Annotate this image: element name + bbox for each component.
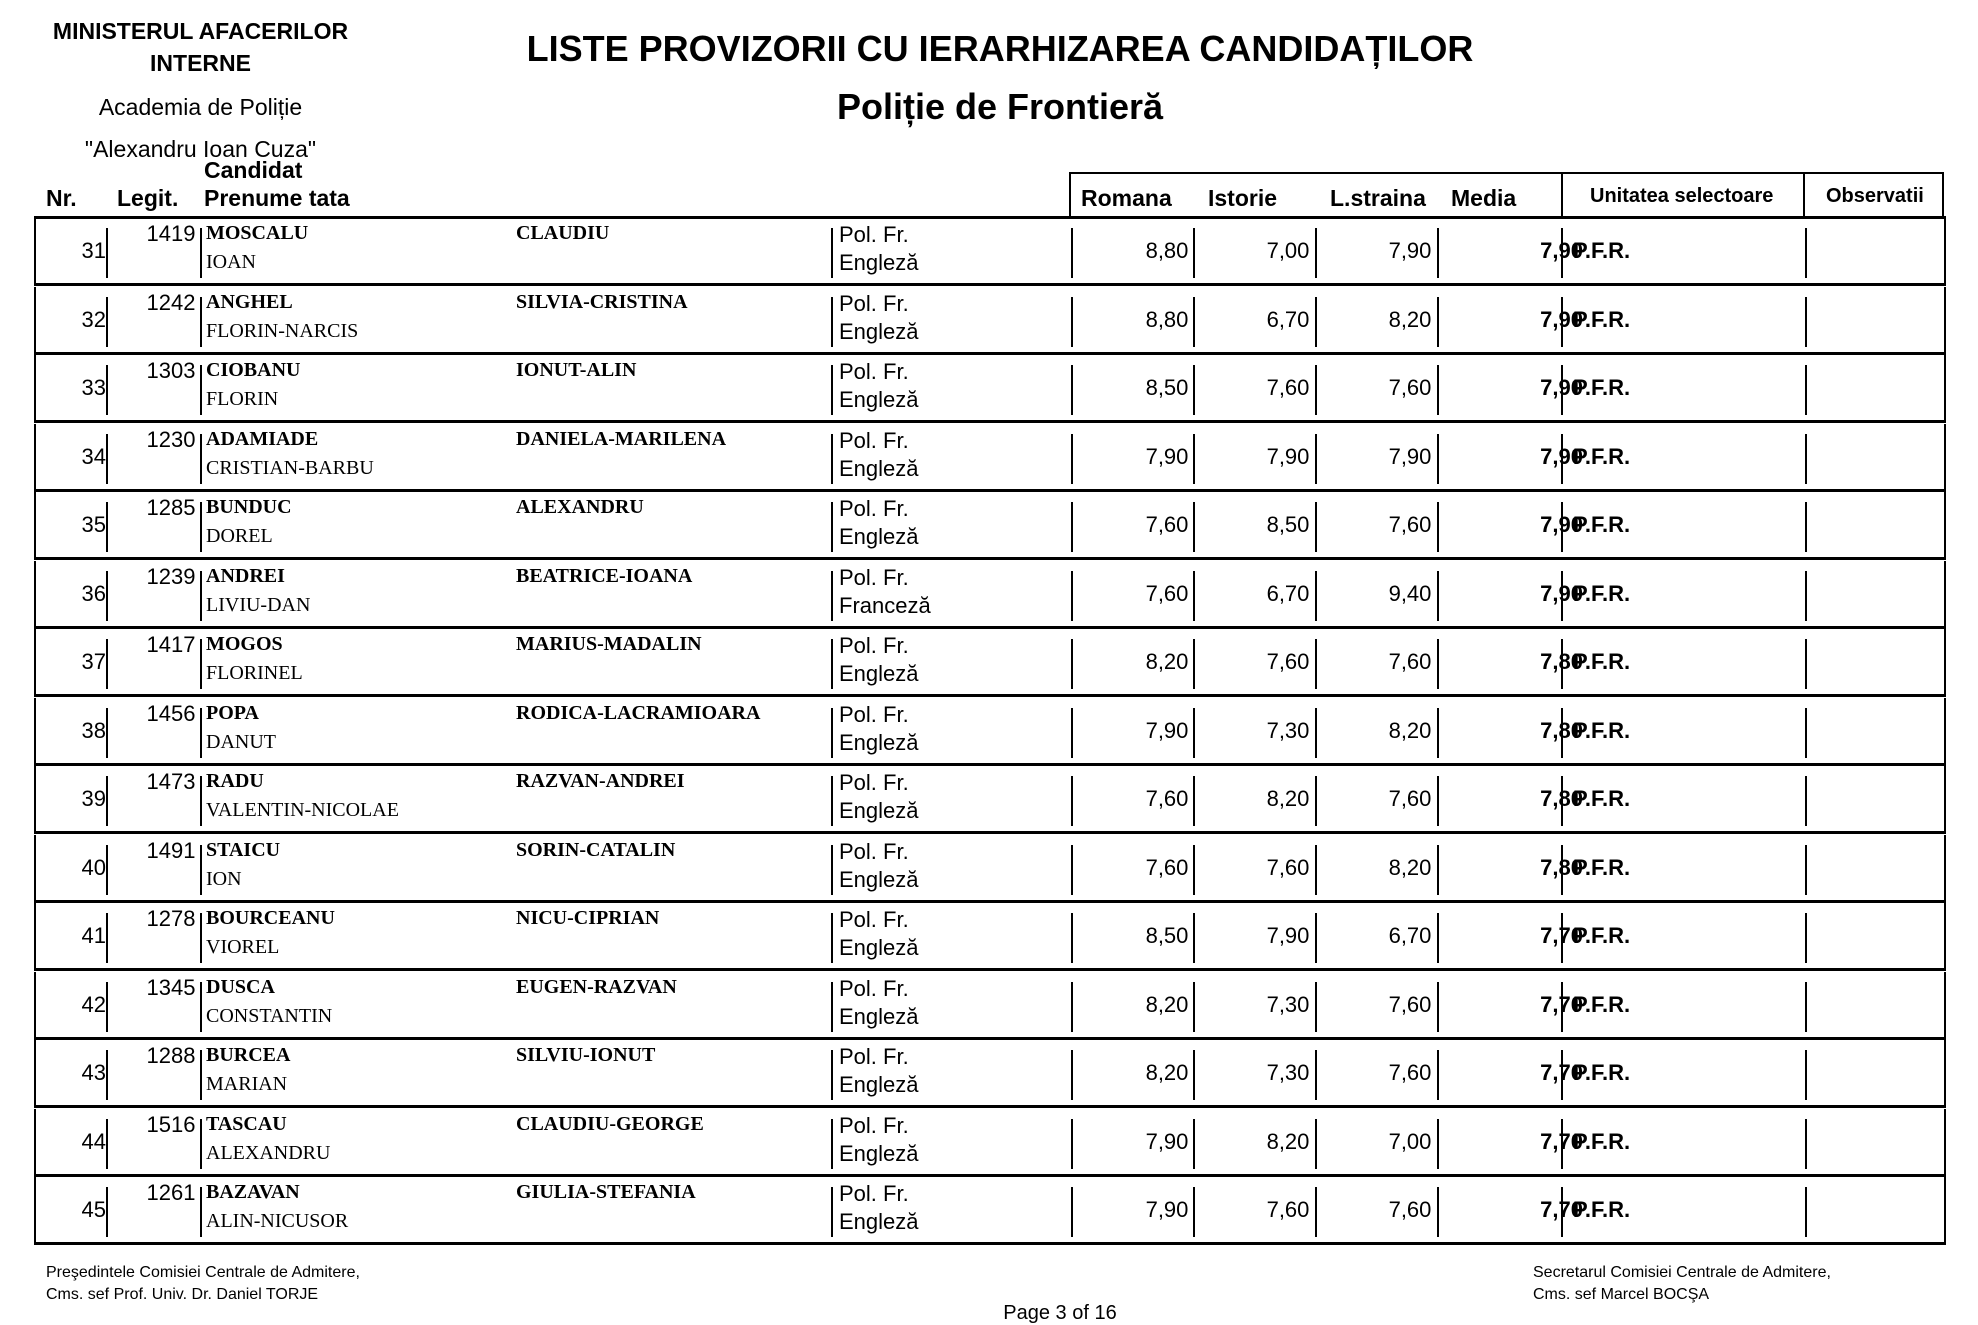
row-grade-romana: 8,50: [1145, 923, 1189, 948]
row-father-name: FLORIN-NARCIS: [206, 319, 359, 342]
row-divider: [1071, 845, 1073, 895]
row-language: Engleză: [839, 524, 919, 549]
row-specialization: Pol. Fr.: [839, 701, 909, 727]
row-grade-istorie: 7,60: [1266, 649, 1310, 674]
row-language: Engleză: [839, 1003, 919, 1029]
row-specialization: Pol. Fr.: [839, 1181, 909, 1206]
row-divider: [1071, 982, 1073, 1032]
row-first-name: NICU-CIPRIAN: [516, 907, 660, 929]
footer-left: [46, 1262, 360, 1306]
row-nr: 44: [81, 1128, 106, 1154]
row-divider: [831, 571, 833, 621]
row-legit: 1419: [146, 221, 196, 246]
row-grade-media: 7,70: [1540, 1060, 1583, 1085]
col-unitatea: Unitatea selectoare: [1590, 185, 1774, 207]
row-divider: [831, 639, 833, 689]
row-unit: P.F.R.: [1573, 443, 1631, 469]
row-divider: [106, 502, 108, 552]
row-unit: P.F.R.: [1573, 306, 1631, 332]
row-father-name: MARIAN: [206, 1073, 288, 1095]
row-first-name: CLAUDIU-GEORGE: [516, 1112, 704, 1135]
row-grade-romana: 8,20: [1145, 649, 1189, 674]
row-surname: TASCAU: [206, 1112, 287, 1135]
row-divider: [106, 913, 108, 963]
row-grade-media: 7,80: [1540, 854, 1583, 880]
row-grade-romana: 8,20: [1145, 1060, 1189, 1085]
row-grade-media: 7,70: [1540, 923, 1583, 948]
row-first-name: DANIELA-MARILENA: [516, 427, 727, 450]
row-first-name: SILVIU-IONUT: [516, 1044, 656, 1066]
table-row: [34, 287, 1946, 355]
row-divider: [1805, 982, 1807, 1032]
row-divider: [1071, 1119, 1073, 1169]
row-unit: P.F.R.: [1573, 238, 1631, 263]
row-specialization: Pol. Fr.: [839, 1044, 909, 1069]
row-grade-lstraina: 7,60: [1388, 786, 1432, 811]
row-father-name: FLORINEL: [206, 662, 303, 684]
row-divider: [1805, 913, 1807, 963]
row-grade-media: 7,70: [1540, 991, 1583, 1017]
row-grade-romana: 8,20: [1145, 991, 1189, 1017]
row-language: Engleză: [839, 387, 919, 412]
row-grade-lstraina: 7,90: [1388, 238, 1432, 263]
row-divider: [1805, 1119, 1807, 1169]
row-surname: BOURCEANU: [206, 907, 335, 929]
row-divider: [831, 1119, 833, 1169]
row-divider: [1071, 502, 1073, 552]
row-specialization: Pol. Fr.: [839, 222, 909, 247]
row-unit: P.F.R.: [1573, 923, 1631, 948]
row-specialization: Pol. Fr.: [839, 838, 909, 864]
row-unit: P.F.R.: [1573, 512, 1631, 537]
table-row: [34, 972, 1946, 1040]
row-divider: [106, 845, 108, 895]
row-language: Engleză: [839, 455, 919, 481]
row-father-name: LIVIU-DAN: [206, 593, 311, 616]
row-divider: [831, 502, 833, 552]
row-language: Engleză: [839, 661, 919, 686]
header-divider: [1561, 172, 1563, 218]
row-first-name: MARIUS-MADALIN: [516, 633, 702, 655]
table-row: [34, 1109, 1946, 1177]
academy-name: [38, 86, 363, 170]
table-row: [34, 1040, 1946, 1108]
row-legit: 1242: [146, 289, 196, 315]
col-media: Media: [1451, 185, 1517, 211]
col-prenume-tata: Prenume tata: [204, 185, 350, 211]
table-row: [34, 561, 1946, 629]
row-divider: [1805, 297, 1807, 347]
row-first-name: RAZVAN-ANDREI: [516, 770, 685, 792]
row-nr: 39: [81, 786, 106, 811]
row-divider: [831, 776, 833, 826]
row-father-name: IOAN: [206, 251, 256, 273]
row-divider: [106, 776, 108, 826]
row-grade-media: 7,90: [1540, 238, 1583, 263]
ministry-name: MINISTERUL AFACERILOR INTERNE: [52, 18, 349, 76]
row-first-name: GIULIA-STEFANIA: [516, 1181, 696, 1203]
row-divider: [1805, 708, 1807, 758]
col-romana: Romana: [1081, 185, 1172, 211]
row-father-name: CONSTANTIN: [206, 1004, 333, 1027]
row-grade-istorie: 7,90: [1266, 443, 1310, 469]
page-subtitle: Poliție de Frontieră: [836, 86, 1164, 127]
row-father-name: CRISTIAN-BARBU: [206, 456, 374, 479]
row-grade-romana: 7,60: [1145, 786, 1189, 811]
row-surname: ADAMIADE: [206, 427, 319, 450]
row-grade-media: 7,90: [1540, 443, 1583, 469]
row-nr: 43: [81, 1060, 106, 1085]
row-divider: [831, 297, 833, 347]
row-divider: [106, 1187, 108, 1237]
row-grade-romana: 7,60: [1145, 580, 1189, 606]
row-nr: 37: [81, 649, 106, 674]
table-row: [34, 355, 1946, 423]
row-surname: MOGOS: [206, 633, 283, 655]
row-grade-romana: 7,60: [1145, 512, 1189, 537]
row-grade-romana: 7,60: [1145, 854, 1189, 880]
col-nr: Nr.: [46, 185, 77, 211]
row-divider: [1071, 365, 1073, 415]
row-grade-media: 7,80: [1540, 786, 1583, 811]
row-specialization: Pol. Fr.: [839, 975, 909, 1001]
table-top-border: [34, 216, 1946, 219]
page-number: Page 3 of 16: [1003, 1302, 1117, 1324]
row-father-name: ION: [206, 867, 242, 890]
row-unit: P.F.R.: [1573, 1128, 1631, 1154]
row-first-name: SORIN-CATALIN: [516, 838, 676, 861]
row-surname: MOSCALU: [206, 222, 309, 244]
page-title: LISTE PROVIZORII CU IERARHIZAREA CANDIDAȚILOR: [526, 28, 1474, 69]
row-grade-istorie: 8,20: [1266, 1128, 1310, 1154]
col-legit: Legit.: [117, 185, 179, 211]
row-grade-media: 7,80: [1540, 649, 1583, 674]
row-unit: P.F.R.: [1573, 717, 1631, 743]
row-grade-lstraina: 7,60: [1388, 375, 1432, 400]
row-divider: [106, 982, 108, 1032]
row-legit: 1491: [146, 837, 196, 863]
row-surname: BAZAVAN: [206, 1181, 300, 1203]
row-nr: 31: [81, 238, 106, 263]
col-lstraina: L.straina: [1330, 185, 1426, 211]
row-surname: BURCEA: [206, 1044, 291, 1066]
row-grade-istorie: 7,60: [1266, 375, 1310, 400]
row-surname: POPA: [206, 701, 259, 724]
table-row: [34, 766, 1946, 834]
row-grade-romana: 7,90: [1145, 443, 1189, 469]
row-legit: 1285: [146, 495, 196, 520]
row-grade-istorie: 7,60: [1266, 854, 1310, 880]
row-grade-media: 7,90: [1540, 375, 1583, 400]
row-nr: 36: [81, 580, 106, 606]
table-row: [34, 218, 1946, 286]
row-unit: P.F.R.: [1573, 991, 1631, 1017]
row-divider: [1805, 1187, 1807, 1237]
row-specialization: Pol. Fr.: [839, 427, 909, 453]
row-grade-media: 7,90: [1540, 306, 1583, 332]
header-divider: [1803, 172, 1805, 218]
row-divider: [831, 434, 833, 484]
row-grade-istorie: 8,20: [1266, 786, 1310, 811]
row-grade-lstraina: 8,20: [1388, 717, 1432, 743]
row-grade-romana: 8,80: [1145, 306, 1189, 332]
row-father-name: ALEXANDRU: [206, 1141, 331, 1164]
row-divider: [106, 228, 108, 278]
table-row: [34, 1177, 1946, 1245]
row-father-name: DOREL: [206, 525, 273, 547]
row-divider: [831, 913, 833, 963]
row-divider: [1071, 913, 1073, 963]
row-grade-istorie: 7,00: [1266, 238, 1310, 263]
row-divider: [106, 297, 108, 347]
academy-line-1: Academia de Poliție: [98, 94, 303, 120]
row-surname: CIOBANU: [206, 359, 301, 381]
row-legit: 1278: [146, 906, 196, 931]
row-divider: [831, 365, 833, 415]
row-divider: [1071, 639, 1073, 689]
row-nr: 35: [81, 512, 106, 537]
row-grade-istorie: 7,30: [1266, 717, 1310, 743]
row-grade-lstraina: 9,40: [1388, 580, 1432, 606]
row-grade-lstraina: 7,60: [1388, 649, 1432, 674]
row-specialization: Pol. Fr.: [839, 633, 909, 658]
row-nr: 41: [81, 923, 106, 948]
row-legit: 1239: [146, 563, 196, 589]
row-surname: ANGHEL: [206, 290, 293, 313]
row-divider: [831, 1050, 833, 1100]
row-unit: P.F.R.: [1573, 1197, 1631, 1222]
row-divider: [831, 982, 833, 1032]
row-father-name: DANUT: [206, 730, 276, 753]
table-row: [34, 629, 1946, 697]
row-father-name: VIOREL: [206, 936, 280, 958]
row-first-name: RODICA-LACRAMIOARA: [516, 701, 761, 724]
table-row: [34, 903, 1946, 971]
row-language: Franceză: [839, 592, 931, 618]
row-divider: [1805, 502, 1807, 552]
footer-right: [1533, 1262, 1831, 1306]
row-first-name: BEATRICE-IOANA: [516, 564, 693, 587]
row-grade-romana: 7,90: [1145, 717, 1189, 743]
row-specialization: Pol. Fr.: [839, 496, 909, 521]
row-divider: [1805, 776, 1807, 826]
row-legit: 1456: [146, 700, 196, 726]
row-grade-lstraina: 6,70: [1388, 923, 1432, 948]
table-row: [34, 424, 1946, 492]
row-divider: [1805, 434, 1807, 484]
row-divider: [106, 434, 108, 484]
row-divider: [1071, 434, 1073, 484]
row-legit: 1288: [146, 1043, 196, 1068]
row-grade-istorie: 7,30: [1266, 1060, 1310, 1085]
secretary-title: Secretarul Comisiei Centrale de Admitere,: [1533, 1264, 1831, 1281]
row-grade-istorie: 7,30: [1266, 991, 1310, 1017]
table-row: [34, 835, 1946, 903]
row-unit: P.F.R.: [1573, 580, 1631, 606]
row-specialization: Pol. Fr.: [839, 290, 909, 316]
row-language: Engleză: [839, 935, 919, 960]
row-legit: 1345: [146, 974, 196, 1000]
row-grade-media: 7,70: [1540, 1197, 1583, 1222]
row-divider: [106, 1119, 108, 1169]
row-surname: DUSCA: [206, 975, 275, 998]
row-unit: P.F.R.: [1573, 375, 1631, 400]
row-grade-istorie: 6,70: [1266, 580, 1310, 606]
row-grade-istorie: 6,70: [1266, 306, 1310, 332]
row-divider: [1805, 1050, 1807, 1100]
row-unit: P.F.R.: [1573, 1060, 1631, 1085]
row-father-name: ALIN-NICUSOR: [206, 1210, 349, 1232]
row-language: Engleză: [839, 1072, 919, 1097]
row-grade-lstraina: 7,60: [1388, 991, 1432, 1017]
row-nr: 34: [81, 443, 106, 469]
col-istorie: Istorie: [1208, 185, 1278, 211]
row-language: Engleză: [839, 729, 919, 755]
row-father-name: VALENTIN-NICOLAE: [206, 799, 399, 821]
row-grade-media: 7,90: [1540, 512, 1583, 537]
row-nr: 40: [81, 854, 106, 880]
row-grade-romana: 8,50: [1145, 375, 1189, 400]
row-divider: [1071, 776, 1073, 826]
row-divider: [106, 1050, 108, 1100]
col-candidat: Candidat: [204, 157, 303, 183]
row-specialization: Pol. Fr.: [839, 770, 909, 795]
row-language: Engleză: [839, 798, 919, 823]
row-surname: ANDREI: [206, 564, 285, 587]
row-language: Engleză: [839, 318, 919, 344]
row-divider: [1805, 228, 1807, 278]
row-divider: [831, 1187, 833, 1237]
row-unit: P.F.R.: [1573, 854, 1631, 880]
row-language: Engleză: [839, 866, 919, 892]
row-specialization: Pol. Fr.: [839, 907, 909, 932]
row-language: Engleză: [839, 1209, 919, 1234]
row-divider: [831, 228, 833, 278]
secretary-name: Cms. sef Marcel BOCŞA: [1533, 1286, 1710, 1303]
row-nr: 32: [81, 306, 106, 332]
row-grade-romana: 7,90: [1145, 1128, 1189, 1154]
row-divider: [831, 845, 833, 895]
row-legit: 1303: [146, 358, 196, 383]
row-father-name: FLORIN: [206, 388, 279, 410]
row-nr: 42: [81, 991, 106, 1017]
row-specialization: Pol. Fr.: [839, 564, 909, 590]
row-divider: [106, 571, 108, 621]
row-divider: [1071, 1187, 1073, 1237]
row-grade-media: 7,90: [1540, 580, 1583, 606]
row-first-name: CLAUDIU: [516, 222, 610, 244]
row-grade-istorie: 7,60: [1266, 1197, 1310, 1222]
row-legit: 1261: [146, 1180, 196, 1205]
row-divider: [106, 708, 108, 758]
row-divider: [106, 365, 108, 415]
row-grade-media: 7,80: [1540, 717, 1583, 743]
row-legit: 1516: [146, 1111, 196, 1137]
row-divider: [831, 708, 833, 758]
row-divider: [1071, 708, 1073, 758]
row-language: Engleză: [839, 1140, 919, 1166]
row-legit: 1473: [146, 769, 196, 794]
row-first-name: SILVIA-CRISTINA: [516, 290, 688, 313]
row-divider: [1071, 1050, 1073, 1100]
row-grade-lstraina: 7,60: [1388, 1060, 1432, 1085]
row-grade-lstraina: 7,60: [1388, 512, 1432, 537]
row-grade-istorie: 8,50: [1266, 512, 1310, 537]
col-observatii: Observatii: [1826, 185, 1924, 207]
row-grade-lstraina: 7,00: [1388, 1128, 1432, 1154]
row-divider: [1071, 297, 1073, 347]
row-grade-lstraina: 7,90: [1388, 443, 1432, 469]
row-legit: 1230: [146, 426, 196, 452]
row-unit: P.F.R.: [1573, 786, 1631, 811]
row-specialization: Pol. Fr.: [839, 1112, 909, 1138]
row-grade-lstraina: 7,60: [1388, 1197, 1432, 1222]
row-legit: 1417: [146, 632, 196, 657]
row-surname: BUNDUC: [206, 496, 292, 518]
president-title: Preşedintele Comisiei Centrale de Admitere,: [46, 1264, 360, 1281]
row-first-name: EUGEN-RAZVAN: [516, 975, 677, 998]
row-divider: [1071, 228, 1073, 278]
row-grade-media: 7,70: [1540, 1128, 1583, 1154]
row-grade-lstraina: 8,20: [1388, 306, 1432, 332]
row-grade-lstraina: 8,20: [1388, 854, 1432, 880]
row-divider: [1805, 639, 1807, 689]
row-surname: STAICU: [206, 838, 281, 861]
row-surname: RADU: [206, 770, 264, 792]
academy-line-2: "Alexandru Ioan Cuza": [84, 136, 317, 162]
row-grade-romana: 8,80: [1145, 238, 1189, 263]
table-row: [34, 492, 1946, 560]
row-divider: [1805, 845, 1807, 895]
row-divider: [106, 639, 108, 689]
row-first-name: ALEXANDRU: [516, 496, 644, 518]
row-nr: 38: [81, 717, 106, 743]
row-divider: [1805, 571, 1807, 621]
row-divider: [1071, 571, 1073, 621]
row-specialization: Pol. Fr.: [839, 359, 909, 384]
row-language: Engleză: [839, 250, 919, 275]
row-first-name: IONUT-ALIN: [516, 359, 637, 381]
table-row: [34, 698, 1946, 766]
row-grade-istorie: 7,90: [1266, 923, 1310, 948]
president-name: Cms. sef Prof. Univ. Dr. Daniel TORJE: [46, 1286, 319, 1303]
row-unit: P.F.R.: [1573, 649, 1631, 674]
row-nr: 45: [81, 1197, 106, 1222]
row-divider: [1805, 365, 1807, 415]
row-nr: 33: [81, 375, 106, 400]
row-grade-romana: 7,90: [1145, 1197, 1189, 1222]
